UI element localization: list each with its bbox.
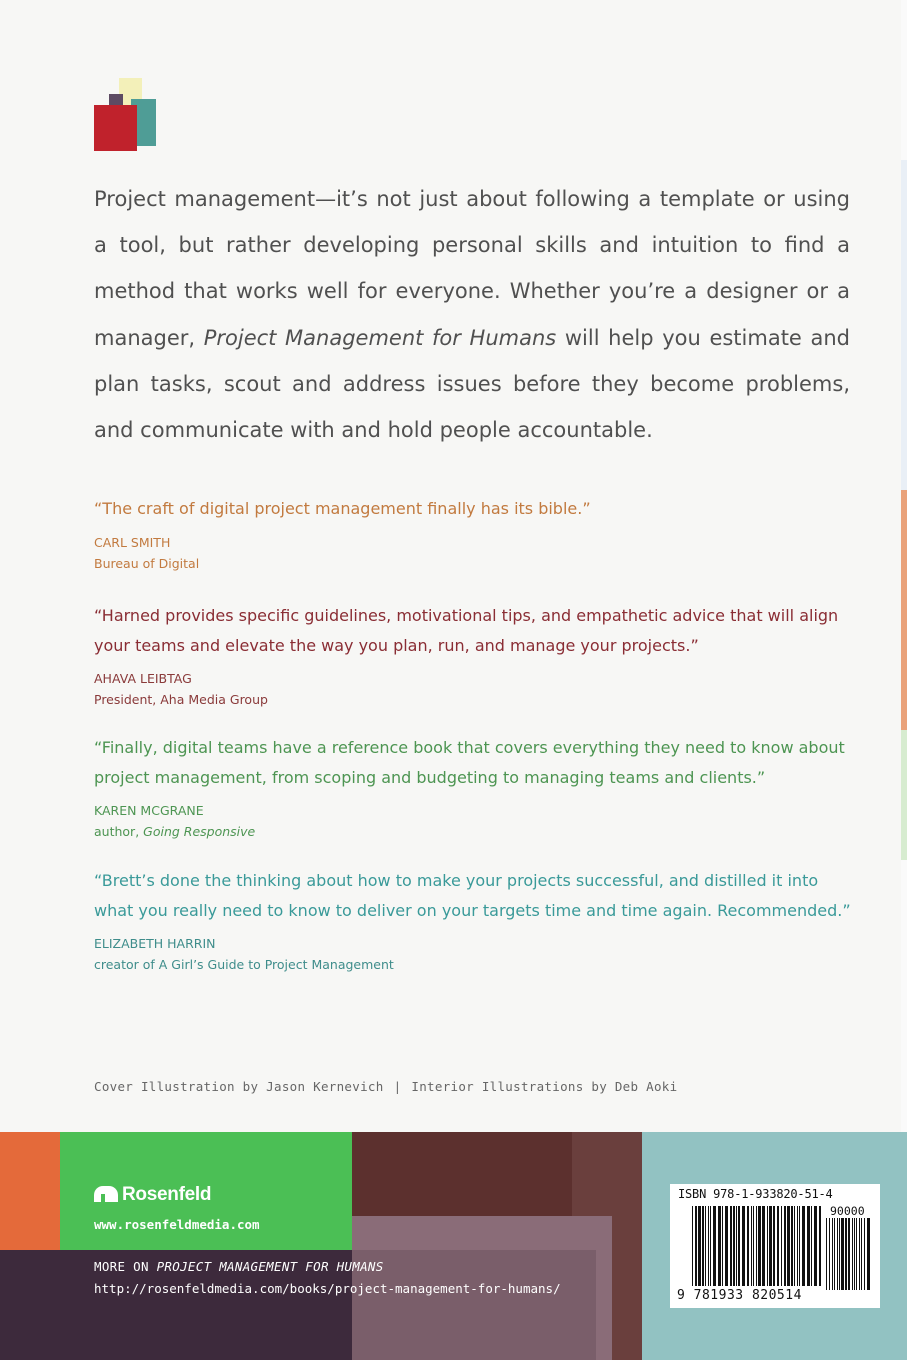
barcode-bar (742, 1206, 745, 1286)
testimonial-affiliation (94, 821, 854, 842)
band-block-mauve-2 (352, 1250, 596, 1360)
barcode-bar (767, 1206, 768, 1286)
barcode-addon-bars (826, 1218, 876, 1294)
publisher-name: Rosenfeld (122, 1184, 212, 1205)
publisher-website[interactable]: www.rosenfeldmedia.com (94, 1217, 260, 1232)
barcode-bar (733, 1206, 735, 1286)
testimonial-ahava-leibtag (94, 601, 854, 710)
barcode-bar (861, 1218, 862, 1290)
book-url[interactable]: http://rosenfeldmedia.com/books/project-management-for-humans/ (94, 1281, 561, 1296)
barcode-bar (751, 1206, 752, 1286)
illustration-credits (94, 1079, 677, 1094)
testimonial-text: “Harned provides specific guidelines, motivational tips, and empathetic advice that will align your teams and elevate the way you plan, run, and manage your projects.” (94, 606, 839, 655)
barcode-bar (702, 1206, 704, 1286)
testimonial-karen-mcgrane (94, 733, 854, 842)
rosenfeld-logo (94, 1184, 211, 1206)
barcode-bar (837, 1218, 838, 1290)
barcode-bar (710, 1206, 711, 1286)
barcode-bar (753, 1206, 754, 1286)
testimonial-author: KAREN MCGRANE (94, 803, 204, 818)
barcode-bar (708, 1206, 709, 1286)
price-code: 90000 (830, 1204, 865, 1218)
cover-credit: Cover Illustration by Jason Kernevich (94, 1079, 384, 1094)
testimonial-author: CARL SMITH (94, 534, 171, 550)
isbn-number: ISBN 978-1-933820-51-4 (678, 1187, 833, 1201)
testimonial-text: “Finally, digital teams have a reference book that covers everything they need to know about project management, from scoping and budgeting to managing teams and clients.” (94, 738, 845, 787)
barcode-bar (705, 1206, 706, 1286)
barcode-bar (773, 1206, 775, 1286)
testimonial-author: AHAVA LEIBTAG (94, 671, 192, 686)
book-title-italic: Project Management for Humans (203, 325, 557, 350)
barcode-bar (845, 1218, 847, 1290)
credit-separator: | (393, 1079, 402, 1094)
book-description (94, 176, 850, 453)
barcode-bar (799, 1206, 800, 1286)
barcode-bar (692, 1206, 693, 1286)
barcode-bar (826, 1218, 827, 1290)
testimonial-elizabeth-harrin (94, 866, 854, 975)
barcode-bar (777, 1206, 779, 1286)
barcode-bar (722, 1206, 723, 1286)
barcode-bar (848, 1218, 850, 1290)
barcode-bar (695, 1206, 697, 1286)
barcode-bar (713, 1206, 716, 1286)
description-part-2: will help you estimate and plan tasks, scout and address issues before they become problems, and communicate with and hold people accountable. (94, 325, 851, 443)
barcode-bar (787, 1206, 790, 1286)
interior-credit: Interior Illustrations by Deb Aoki (411, 1079, 678, 1094)
barcode-bar (859, 1218, 860, 1290)
testimonial-affiliation: creator of A Girl’s Guide to Project Management (94, 957, 394, 972)
barcode-bar (829, 1218, 830, 1290)
barcode-bar (807, 1206, 810, 1286)
affiliation-prefix: author, (94, 824, 144, 839)
barcode-bar (832, 1218, 833, 1290)
barcode-bar (839, 1218, 840, 1290)
barcode-bar (781, 1206, 782, 1286)
edge-tab-green (901, 730, 907, 860)
barcode-bar (841, 1218, 844, 1290)
edge-tab-orange (901, 490, 907, 730)
barcode-bar (762, 1206, 765, 1286)
barcode-bar (814, 1206, 817, 1286)
more-on-title: PROJECT MANAGEMENT FOR HUMANS (156, 1259, 384, 1274)
barcode-bar (718, 1206, 721, 1286)
isbn-barcode (670, 1184, 880, 1308)
barcode-bar (867, 1218, 870, 1290)
barcode-bar (756, 1206, 757, 1286)
testimonial-author: ELIZABETH HARRIN (94, 936, 216, 951)
affiliation-book-title: Going Responsive (143, 824, 256, 839)
description-part-1: Project management—it’s not just about following a template or using a tool, but rather developing personal skills and intuition to find a method that works well for everyone. Whether you’re a designer or a manager, (94, 187, 850, 350)
barcode-bar (864, 1218, 865, 1290)
barcode-bar (736, 1206, 737, 1286)
barcode-bar (747, 1206, 749, 1286)
band-block-orange (0, 1132, 60, 1262)
barcode-bar (854, 1218, 855, 1290)
barcode-digits: 9 781933 820514 (677, 1288, 802, 1303)
elephant-icon (94, 1186, 118, 1202)
barcode-bar (856, 1218, 857, 1290)
barcode-bar (784, 1206, 786, 1286)
barcode-bar (769, 1206, 772, 1286)
color-squares-logo (94, 78, 158, 152)
publisher-band (0, 1132, 907, 1360)
testimonial-affiliation: President, Aha Media Group (94, 692, 268, 707)
edge-tab-blue (901, 160, 907, 490)
barcode-bar (811, 1206, 812, 1286)
testimonial-carl-smith (94, 494, 854, 574)
testimonial-affiliation: Bureau of Digital (94, 555, 200, 571)
barcode-bar (834, 1218, 835, 1290)
barcode-bar (819, 1206, 821, 1286)
barcode-bar (797, 1206, 798, 1286)
page-edge-strip (901, 0, 907, 1132)
barcode-bar (852, 1218, 853, 1290)
barcode-bar (738, 1206, 740, 1286)
more-on-prefix: MORE ON (94, 1259, 157, 1274)
barcode-bar (802, 1206, 805, 1286)
barcode-bar (725, 1206, 728, 1286)
barcode-bar (730, 1206, 732, 1286)
barcode-main-bars (692, 1206, 822, 1296)
barcode-bar (758, 1206, 761, 1286)
barcode-bar (698, 1206, 701, 1286)
barcode-bar (794, 1206, 795, 1286)
barcode-bar (791, 1206, 793, 1286)
testimonial-text: “Brett’s done the thinking about how to make your projects successful, and distilled it into what you really need to know to deliver on your targets time and time again. Recommended.” (94, 871, 851, 920)
logo-square-red (94, 105, 137, 151)
testimonial-text: “The craft of digital project management finally has its bible.” (94, 499, 591, 518)
more-on-heading (94, 1259, 384, 1274)
